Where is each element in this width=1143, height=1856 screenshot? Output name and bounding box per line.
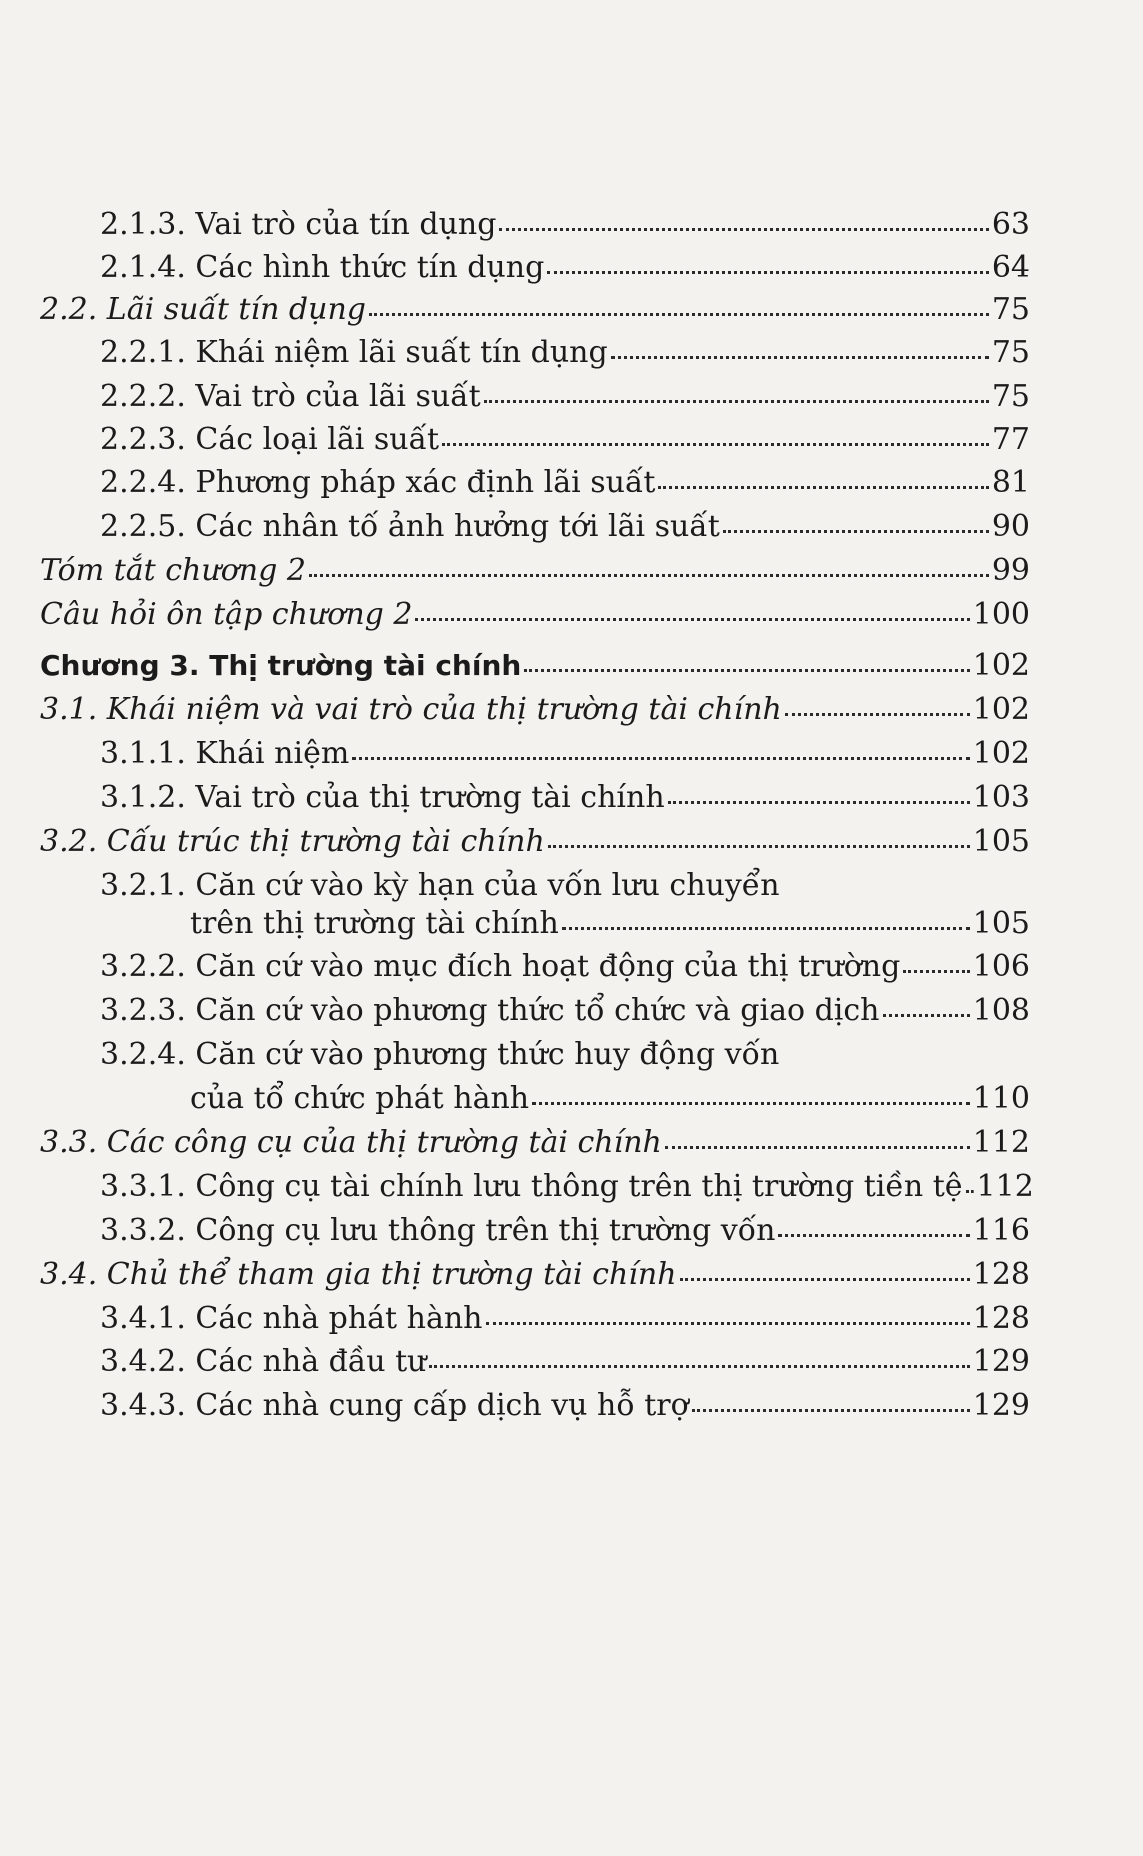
toc-entry-label: 2.2.1. Khái niệm lãi suất tín dụng (100, 335, 608, 370)
dot-leader (524, 669, 969, 672)
toc-entry-label: 3.1.1. Khái niệm (100, 736, 350, 771)
toc-entry-label-continued: của tổ chức phát hành (190, 1081, 530, 1116)
toc-entry-page: 63 (991, 207, 1030, 242)
dot-leader (658, 486, 988, 489)
toc-entry-page: 103 (972, 780, 1030, 815)
toc-entry-page: 64 (991, 250, 1030, 285)
toc-entry-label: 3.2. Cấu trúc thị trường tài chính (40, 824, 545, 859)
toc-entry-label: 2.2.2. Vai trò của lãi suất (100, 379, 481, 414)
toc-entry-page: 100 (972, 597, 1030, 632)
dot-leader (484, 400, 989, 403)
toc-entry-label: 2.1.3. Vai trò của tín dụng (100, 207, 497, 242)
dot-leader (548, 845, 970, 848)
dot-leader (668, 801, 970, 804)
toc-entry-page: 102 (972, 692, 1030, 727)
toc-entry-page: 128 (972, 1301, 1030, 1336)
toc-entry-page: 77 (991, 422, 1030, 457)
dot-leader (415, 618, 969, 621)
toc-entry-page: 110 (972, 1081, 1030, 1116)
toc-entry-label: Câu hỏi ôn tập chương 2 (40, 597, 413, 632)
toc-entry-label: 3.4. Chủ thể tham gia thị trường tài chính (40, 1257, 677, 1292)
toc-entry[interactable] (0, 1386, 1143, 1438)
toc-section-entry[interactable] (0, 595, 1143, 647)
toc-entry-page: 99 (991, 553, 1030, 588)
toc-entry-label: 3.3.2. Công cụ lưu thông trên thị trường vốn (100, 1213, 776, 1248)
toc-entry-label: 3.3. Các công cụ của thị trường tài chính (40, 1125, 662, 1160)
dot-leader (692, 1409, 970, 1412)
toc-entry[interactable] (0, 1035, 1143, 1121)
toc-chapter-title: Chương 3. Thị trường tài chính (40, 649, 522, 682)
dot-leader (429, 1365, 969, 1368)
toc-entry-page: 129 (972, 1344, 1030, 1379)
toc-entry-label: 2.2.3. Các loại lãi suất (100, 422, 440, 457)
dot-leader (966, 1190, 974, 1193)
toc-entry[interactable] (0, 866, 1143, 952)
toc-entry-page: 128 (972, 1257, 1030, 1292)
toc-entry-label: 2.2.5. Các nhân tố ảnh hưởng tới lãi suất (100, 509, 720, 544)
toc-entry-page: 75 (991, 379, 1030, 414)
dot-leader (903, 970, 969, 973)
dot-leader (486, 1322, 970, 1325)
toc-entry-page: 75 (991, 292, 1030, 327)
dot-leader (723, 530, 989, 533)
toc-entry-page: 108 (972, 993, 1030, 1028)
dot-leader (562, 927, 970, 930)
toc-entry-page: 75 (991, 335, 1030, 370)
toc-entry-page: 105 (972, 906, 1030, 941)
dot-leader (352, 757, 969, 760)
toc-entry-label: 3.4.1. Các nhà phát hành (100, 1301, 483, 1336)
dot-leader (547, 271, 989, 274)
toc-entry-label: 3.2.4. Căn cứ vào phương thức huy động vốn (100, 1037, 780, 1072)
toc-entry-label: 2.2. Lãi suất tín dụng (40, 292, 366, 327)
toc-entry-label-continued: trên thị trường tài chính (190, 906, 559, 941)
toc-entry-page: 105 (972, 824, 1030, 859)
toc-entry-page: 112 (976, 1169, 1034, 1204)
toc-entry-label: 3.2.3. Căn cứ vào phương thức tổ chức và giao dịch (100, 993, 880, 1028)
dot-leader (883, 1014, 970, 1017)
dot-leader (309, 574, 989, 577)
toc-entry-label: Tóm tắt chương 2 (40, 553, 306, 588)
toc-entry-label: 2.2.4. Phương pháp xác định lãi suất (100, 465, 656, 500)
toc-entry-label: 3.4.2. Các nhà đầu tư (100, 1344, 427, 1379)
toc-entry-label: 2.1.4. Các hình thức tín dụng (100, 250, 545, 285)
toc-entry-page: 102 (972, 648, 1030, 683)
dot-leader (778, 1234, 969, 1237)
toc-entry-page: 106 (972, 949, 1030, 984)
toc-entry-page: 129 (972, 1388, 1030, 1423)
toc-entry-label: 3.1.2. Vai trò của thị trường tài chính (100, 780, 665, 815)
dot-leader (532, 1102, 970, 1105)
dot-leader (665, 1146, 970, 1149)
toc-entry-page: 81 (991, 465, 1030, 500)
toc-entry-label: 3.4.3. Các nhà cung cấp dịch vụ hỗ trợ (100, 1388, 689, 1423)
toc-entry-page: 116 (972, 1213, 1030, 1248)
toc-entry-page: 90 (991, 509, 1030, 544)
toc-entry-label: 3.2.2. Căn cứ vào mục đích hoạt động của thị trường (100, 949, 901, 984)
dot-leader (785, 713, 970, 716)
toc-entry-page: 112 (972, 1125, 1030, 1160)
toc-entry-label: 3.3.1. Công cụ tài chính lưu thông trên thị trường tiền tệ (100, 1169, 963, 1204)
dot-leader (442, 443, 989, 446)
toc-entry-label: 3.2.1. Căn cứ vào kỳ hạn của vốn lưu chuyển (100, 868, 780, 903)
toc-entry-page: 102 (972, 736, 1030, 771)
toc-entry-label: 3.1. Khái niệm và vai trò của thị trường tài chính (40, 692, 782, 727)
dot-leader (680, 1278, 970, 1281)
dot-leader (611, 356, 989, 359)
dot-leader (499, 228, 988, 231)
dot-leader (369, 313, 989, 316)
